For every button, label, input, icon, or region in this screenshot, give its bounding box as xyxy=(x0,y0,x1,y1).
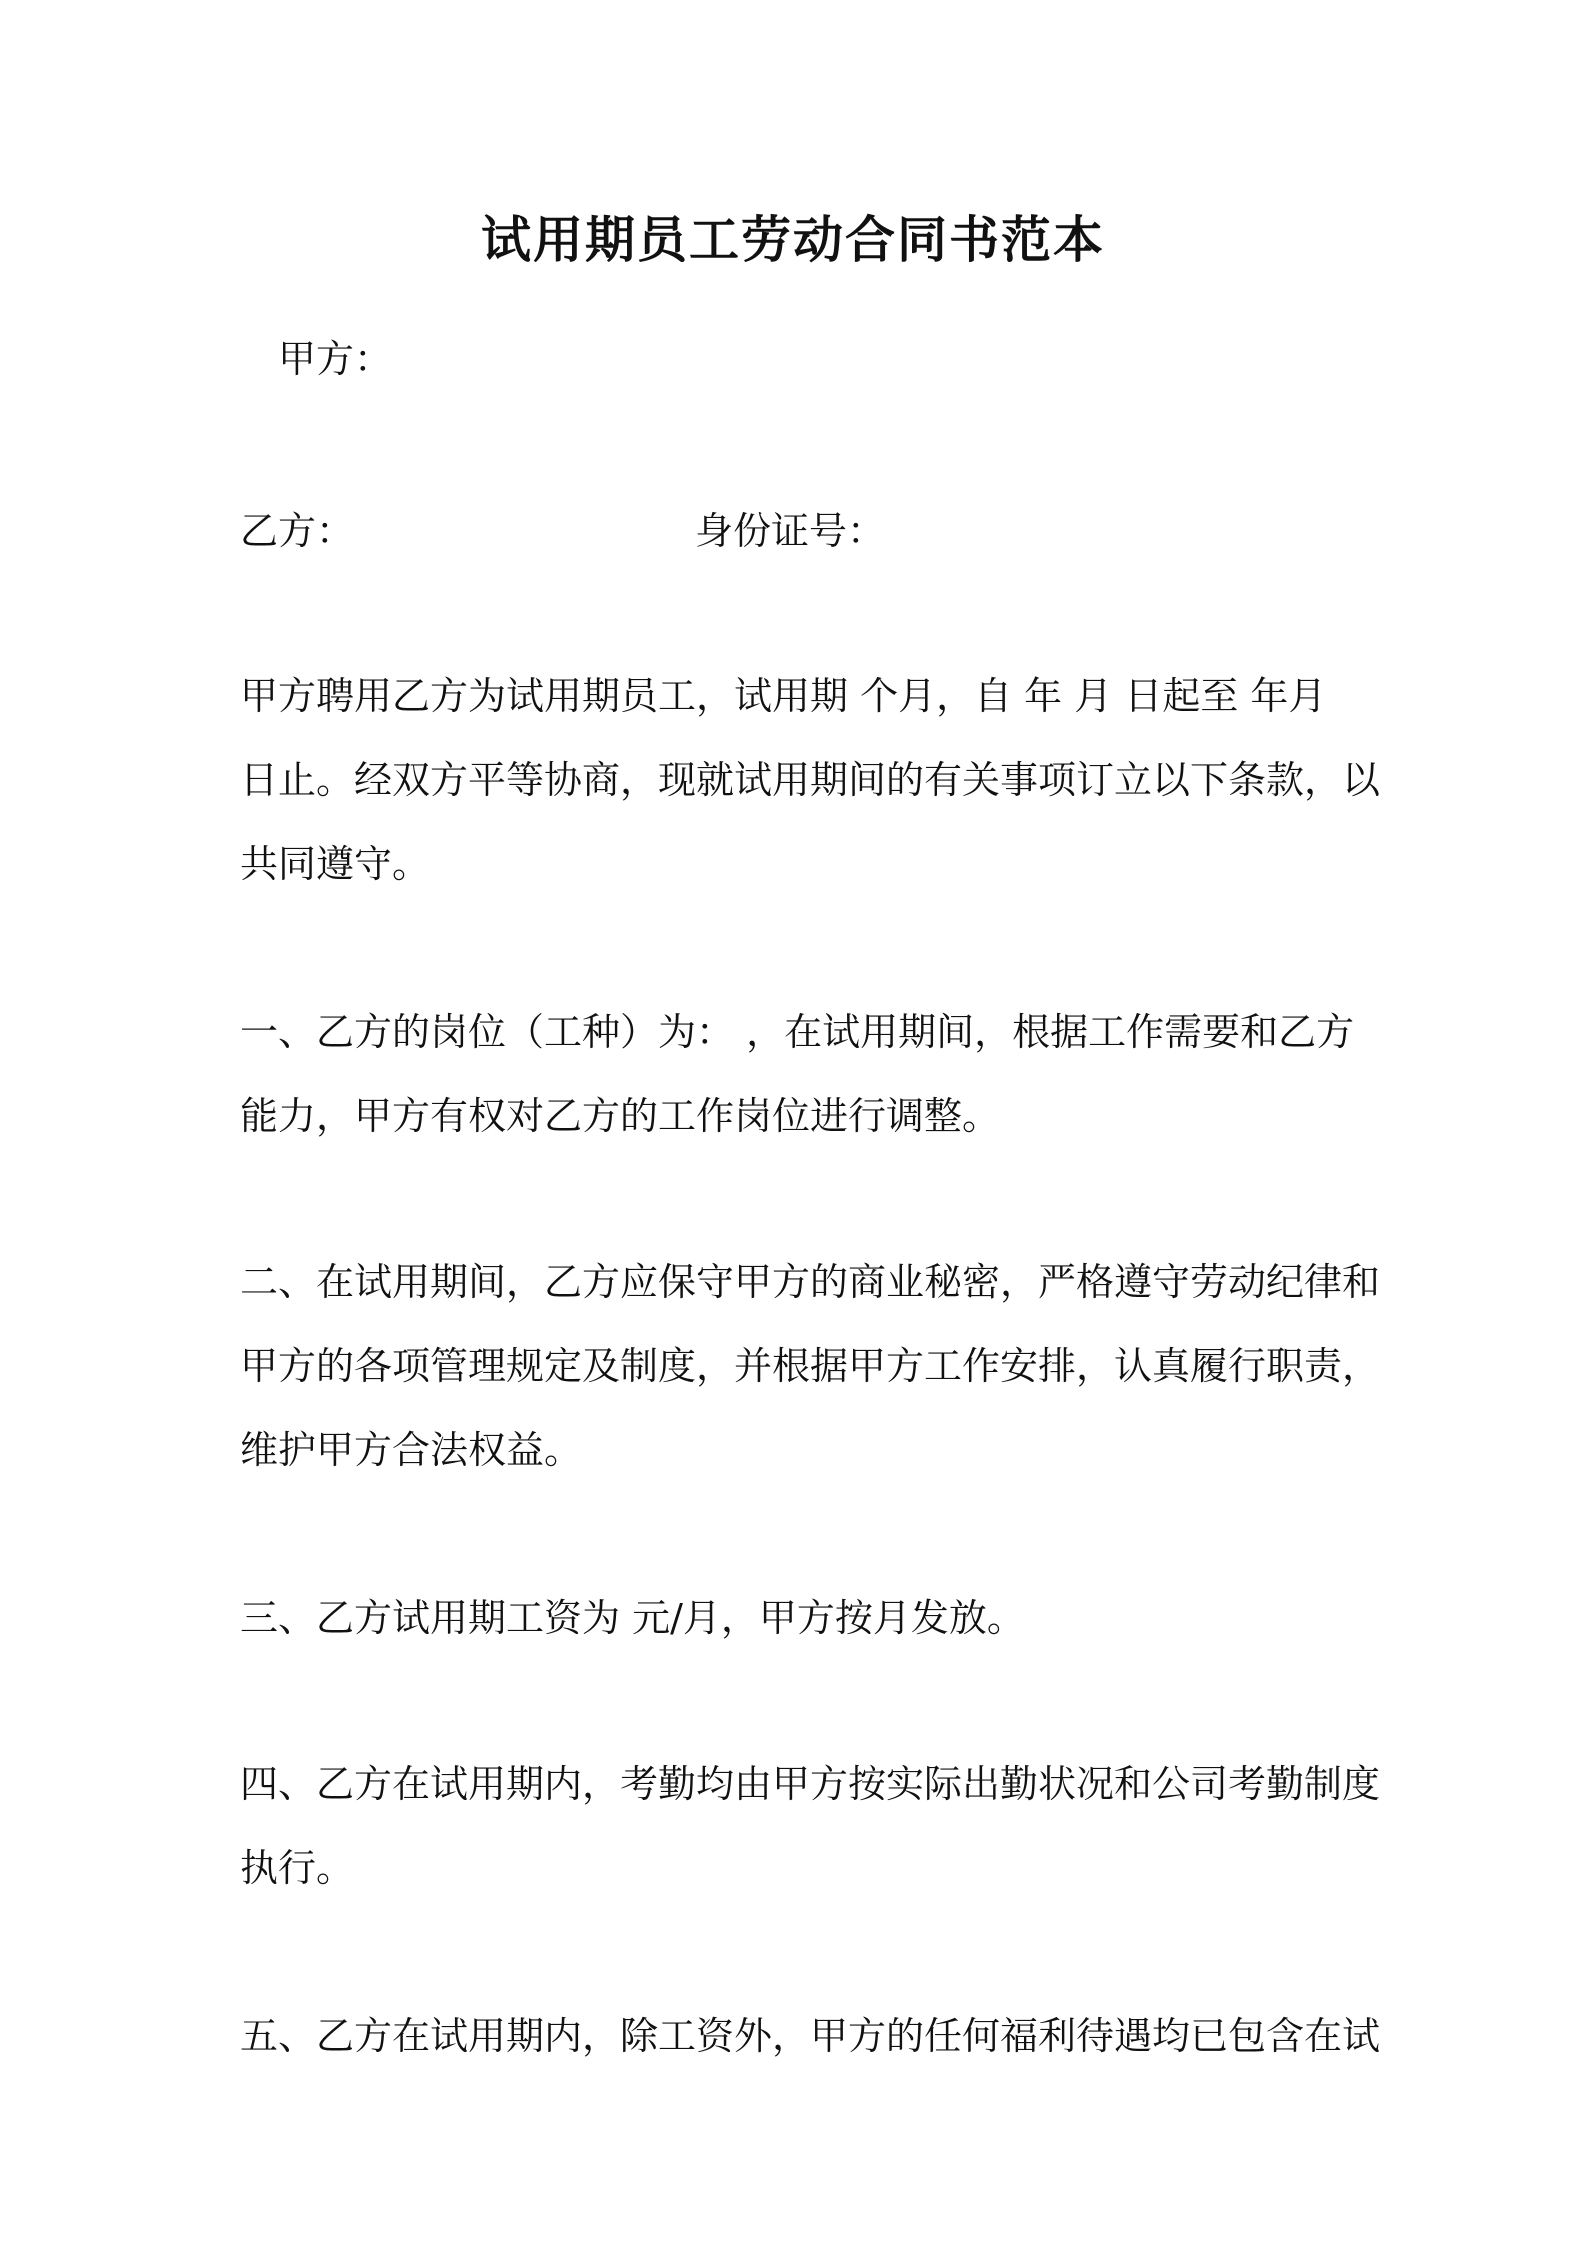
clause-4 xyxy=(240,1742,1381,1910)
intro-line: 共同遵守。 xyxy=(240,842,431,886)
clause-line: 能力，甲方有权对乙方的工作岗位进行调整。 xyxy=(240,1094,1001,1138)
clause-line: 一、乙方的岗位（工种）为： ，在试用期间，根据工作需要和乙方 xyxy=(240,1010,1355,1054)
clause-line: 四、乙方在试用期内，考勤均由甲方按实际出勤状况和公司考勤制度 xyxy=(240,1762,1381,1806)
clause-line: 执行。 xyxy=(240,1846,355,1890)
clause-line: 维护甲方合法权益。 xyxy=(240,1428,583,1472)
clause-3 xyxy=(240,1576,1360,1660)
intro-paragraph xyxy=(240,654,1381,906)
party-b-label: 乙方： xyxy=(240,509,355,553)
clause-2 xyxy=(240,1240,1381,1492)
clause-line: 三、乙方试用期工资为 元/月，甲方按月发放。 xyxy=(240,1596,1025,1640)
intro-line: 日止。经双方平等协商，现就试用期间的有关事项订立以下条款，以 xyxy=(240,758,1381,802)
clause-line: 五、乙方在试用期内，除工资外，甲方的任何福利待遇均已包含在试 xyxy=(240,2014,1381,2058)
clause-1 xyxy=(240,990,1360,1158)
clause-5 xyxy=(240,1994,1381,2078)
clause-line: 二、在试用期间，乙方应保守甲方的商业秘密，严格遵守劳动纪律和 xyxy=(240,1260,1381,1304)
id-number-label: 身份证号： xyxy=(695,509,886,553)
document-title: 试用期员工劳动合同书范本 xyxy=(481,210,1105,269)
intro-line: 甲方聘用乙方为试用期员工，试用期 个月，自 年 月 日起至 年月 xyxy=(240,674,1327,718)
clause-line: 甲方的各项管理规定及制度，并根据甲方工作安排，认真履行职责， xyxy=(240,1344,1381,1388)
party-a-label: 甲方： xyxy=(278,337,393,381)
